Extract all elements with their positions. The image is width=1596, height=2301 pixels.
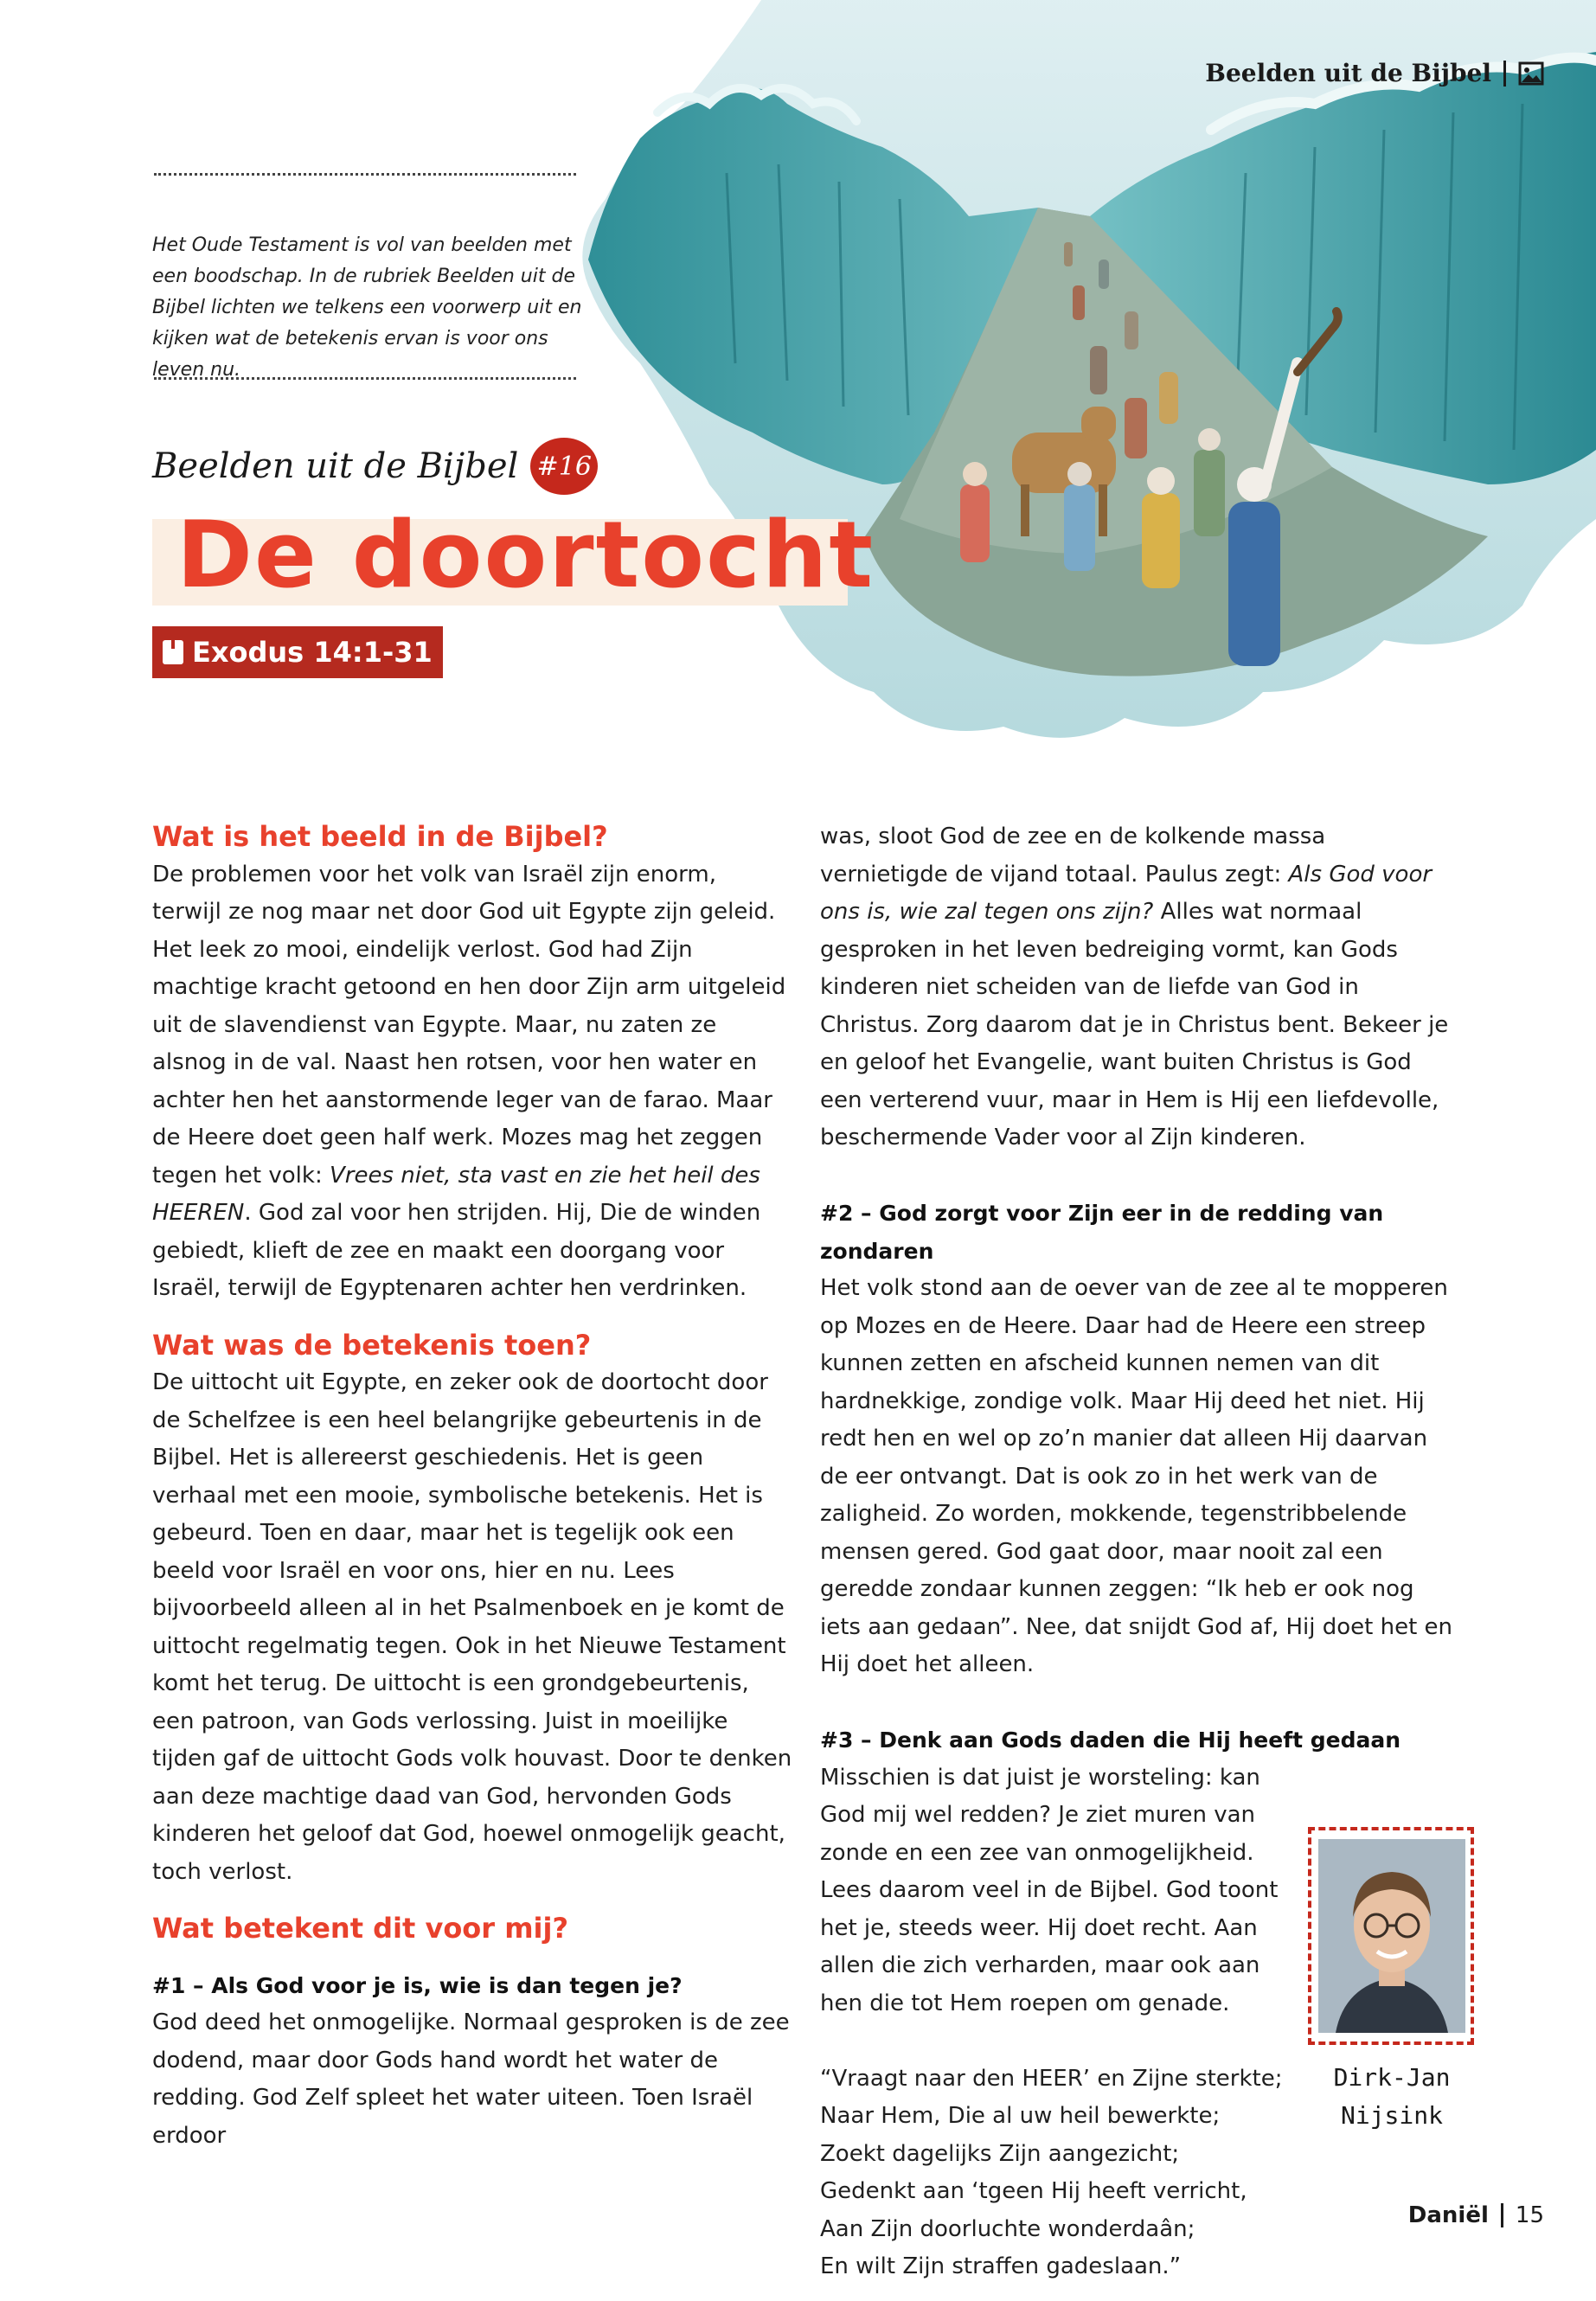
series-number-badge: #16 (530, 438, 598, 495)
intro-text: Het Oude Testament is vol van beelden met een boodschap. In de rubriek Beelden uit de Bijbel lichten we telkens een voorwerp uit en kijken wat de betekenis ervan is voor ons leven nu. (152, 234, 582, 381)
book-icon (163, 640, 183, 664)
heading-beeld: Wat is het beeld in de Bijbel? (152, 820, 608, 853)
magazine-name: Daniël (1407, 2202, 1489, 2228)
paragraph-point-3: Misschien is dat juist je worsteling: kan God mij wel redden? Je ziet muren van zonde en een zee van onmogelijkheid. Lees daarom veel in de Bijbel. God toont het je, steeds weer. Hij doet recht. Aan allen die zich verharden, maar ook aan hen die tot Hem roepen om genade. (820, 1764, 1279, 2016)
poem-line: Naar Hem, Die al uw heil bewerkte; (820, 2103, 1221, 2129)
series-name: Beelden uit de Bijbel (152, 446, 519, 486)
divider (1503, 61, 1506, 87)
subheading-2: #2 – God zorgt voor Zijn eer in de redding van zondaren (820, 1201, 1384, 1264)
section-header (1205, 59, 1544, 87)
bible-reference (152, 626, 443, 678)
subheading-1: #1 – Als God voor je is, wie is dan tegen je? (152, 1972, 683, 1998)
page-footer (1408, 2202, 1544, 2228)
paragraph-beeld: De problemen voor het volk van Israël zijn enorm, terwijl ze nog maar net door God uit Egypte zijn geleid. Het leek zo mooi, eindelijk verlost. God had Zijn machtige kracht getoond en hen door Zijn arm uitgeleid uit de slavendienst van Egypte. Maar, nu zaten ze alsnog in de val. Naast hen rotsen, voor hen water en achter hen het aanstormende leger van de farao. Maar de Heere doet geen half werk. Mozes mag het zeggen tegen het volk: Vrees niet, sta vast en zie het heil des HEEREN. God zal voor hen strijden. Hij, Die de winden gebiedt, klieft de zee en maakt een doorgang voor Israël, terwijl de Egyptenaren achter hen verdrinken. (152, 861, 786, 1301)
paragraph-point-1: God deed het onmogelijke. Normaal gesproken is de zee dodend, maar door Gods hand wordt het water de redding. God Zelf spleet het water uiteen. Toen Israël erdoor (152, 2009, 790, 2149)
author-photo-frame (1308, 1827, 1474, 2045)
poem-line: Aan Zijn doorluchte wonderdaân; (820, 2215, 1195, 2242)
poem-line: “Vraagt naar den HEER’ en Zijne sterkte; (820, 2065, 1283, 2092)
paragraph-point-2: Het volk stond aan de oever van de zee al te mopperen op Mozes en de Heere. Daar had de Heere een streep kunnen zetten en afscheid kunnen nemen van dit hardnekkige, zondige volk. Maar Hij deed het niet. Hij redt hen en wel op zo’n manier dat alleen Hij daarvan de eer ontvangt. Dat is ook zo in het werk van de zaligheid. Zo worden, mokkende, tegenstribbelende mensen gered. God gaat door, maar nooit zal een geredde zondaar kunnen zeggen: “Ik heb er ook nog iets aan gedaan”. Nee, dat snijdt God af, Hij doet het en Hij doet het alleen. (820, 1275, 1453, 1677)
divider (1501, 2203, 1503, 2227)
heading-voor-mij: Wat betekent dit voor mij? (152, 1912, 569, 1945)
poem-line: Zoekt dagelijks Zijn aangezicht; (820, 2140, 1180, 2167)
parting-sea-illustration (554, 0, 1596, 761)
paragraph-betekenis-toen: De uittocht uit Egypte, en zeker ook de doortocht door de Schelfzee is een heel belangrijke gebeurtenis in de Bijbel. Het is allereerst geschiedenis. Het is geen verhaal met een mooie, symbolische betekenis. Het is gebeurd. Toen en daar, maar het is tegelijk ook een beeld voor Israël en voor ons, hier en nu. Lees bijvoorbeeld alleen al in het Psalmenboek en je komt de uittocht regelmatig tegen. Ook in het Nieuwe Testament komt het terug. De uittocht is een grondgebeurtenis, een patroon, van Gods verlossing. Juist in moeilijke tijden gaf de uittocht Gods volk houvast. Door te denken aan deze machtige daad van God, hervonden Gods kinderen het geloof dat God, hoewel onmogelijk geacht, toch verlost. (152, 1369, 792, 1885)
left-column (152, 818, 792, 2155)
paragraph-point-1-cont: was, sloot God de zee en de kolkende massa vernietigde de vijand totaal. Paulus zegt: Als God voor ons is, wie zal tegen ons zijn? Alles wat normaal gesproken in het leven bedreiging vormt, kan Gods kinderen niet scheiden van de liefde van God in Christus. Zorg daarom dat je in Christus bent. Bekeer je en geloof het Evangelie, want buiten Christus is God een verterend vuur, maar in Hem is Hij een liefdevolle, beschermende Vader voor al Zijn kinderen. (820, 824, 1449, 1150)
heading-betekenis-toen: Wat was de betekenis toen? (152, 1328, 592, 1362)
series-label (152, 438, 598, 495)
author-name (1298, 2059, 1486, 2135)
author-last-name: Nijsink (1340, 2101, 1443, 2130)
image-icon (1518, 61, 1544, 86)
intro-bottom-rule (154, 377, 576, 380)
section-title: Beelden uit de Bijbel (1205, 59, 1491, 87)
page-title: De doortocht (176, 502, 875, 608)
poem-line: En wilt Zijn straffen gadeslaan.” (820, 2253, 1182, 2279)
author-first-name: Dirk-Jan (1333, 2063, 1451, 2092)
intro-top-rule (154, 173, 576, 176)
poem-line: Gedenkt aan ‘tgeen Hij heeft verricht, (820, 2178, 1247, 2204)
subheading-3: #3 – Denk aan Gods daden die Hij heeft gedaan (820, 1727, 1401, 1753)
page-number: 15 (1515, 2202, 1544, 2228)
reference-text: Exodus 14:1-31 (192, 636, 433, 669)
